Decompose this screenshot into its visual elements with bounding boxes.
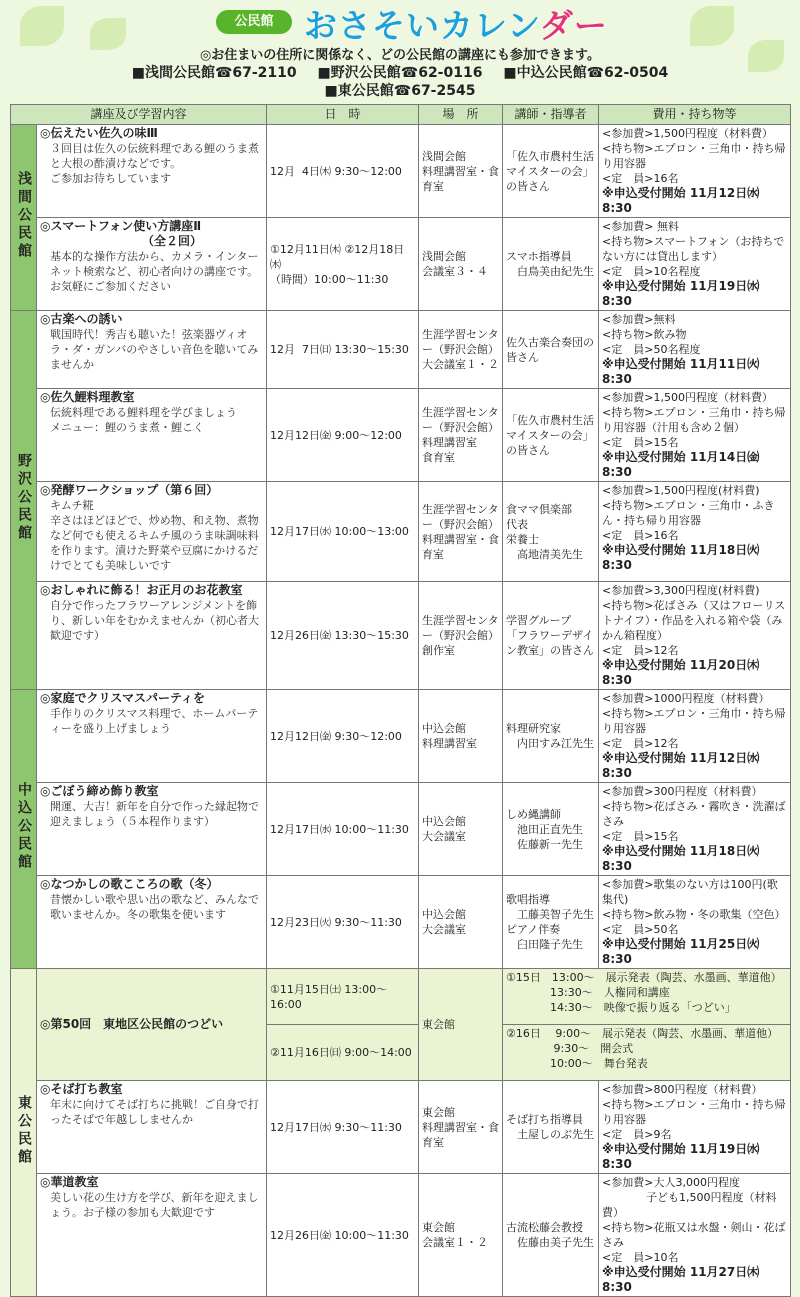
application-start: ※申込受付開始 11月12日㈬ 8:30 <box>602 751 764 780</box>
event-row <box>11 969 791 1025</box>
course-place: 中込会館 大会議室 <box>419 783 503 876</box>
phone-list-line2 <box>0 82 800 100</box>
application-start: ※申込受付開始 11月19日㈬ 8:30 <box>602 279 764 308</box>
course-instructor: 古流松藤会教授 佐藤由美子先生 <box>503 1174 599 1297</box>
table-row <box>11 218 791 311</box>
fee-line: <参加費>3,300円程度(材料費) <box>602 584 760 597</box>
course-datetime: ①12月11日㈭ ②12月18日㈭ （時間）10:00～11:30 <box>267 218 419 311</box>
course-fee-cell <box>599 1081 791 1174</box>
course-instructor: 学習グループ 「フラワーデザイン教室」の皆さん <box>503 582 599 690</box>
table-row <box>11 125 791 218</box>
hall-name: 浅間公民館 <box>16 170 32 261</box>
phone-entry: ■浅間公民館☎67-2110 <box>131 65 297 81</box>
course-datetime: 12月 4日㈭ 9:30～12:00 <box>267 125 419 218</box>
course-instructor: 料理研究家 内田すみ江先生 <box>503 690 599 783</box>
course-description: 開運、大吉！新年を自分で作った縁起物で迎えましょう（５本程作ります） <box>50 800 259 828</box>
application-start: ※申込受付開始 11月12日㈬ 8:30 <box>602 186 764 215</box>
fee-line: <定 員>9名 <box>602 1128 672 1141</box>
course-fee-cell <box>599 389 791 482</box>
course-instructor: 「佐久市農村生活マイスターの会」の皆さん <box>503 389 599 482</box>
table-row <box>11 389 791 482</box>
course-datetime: 12月23日㈫ 9:30～11:30 <box>267 876 419 969</box>
course-description: 戦国時代！秀吉も聴いた！弦楽器ヴィオラ・ダ・ガンバのやさしい音色を聴いてみませんか <box>50 328 259 371</box>
title-accent: ダー <box>539 6 608 45</box>
application-start: ※申込受付開始 11月27日㈭ 8:30 <box>602 1265 764 1294</box>
course-datetime: 12月26日㈮ 13:30～15:30 <box>267 582 419 690</box>
course-cell <box>37 1174 267 1297</box>
fee-line: <持ち物>スマートフォン（お持ちでない方には貸出します） <box>602 235 785 263</box>
course-place: 生涯学習センター（野沢会館） 大会議室１・２ <box>419 311 503 389</box>
course-cell <box>37 311 267 389</box>
title-main: おさそいカレン <box>304 6 540 45</box>
application-start: ※申込受付開始 11月11日㈫ 8:30 <box>602 357 764 386</box>
course-instructor: 食ママ倶楽部 代表 栄養士 高地清美先生 <box>503 482 599 582</box>
fee-line: <参加費>大人3,000円程度 子ども1,500円程度（材料費） <box>602 1176 777 1219</box>
fee-line: <定 員>12名 <box>602 737 679 750</box>
column-header-fee: 費用・持ち物等 <box>599 105 791 125</box>
fee-line: <定 員>15名 <box>602 436 679 449</box>
table-header-row <box>11 105 791 125</box>
table-row <box>11 876 791 969</box>
course-fee-cell <box>599 876 791 969</box>
course-place: 生涯学習センター（野沢会館） 料理講習室 食育室 <box>419 389 503 482</box>
course-fee-cell <box>599 125 791 218</box>
fee-line: <持ち物>エプロン・三角巾・持ち帰り用容器（汁用も含め２個） <box>602 406 786 434</box>
course-instructor: スマホ指導員 白鳥美由紀先生 <box>503 218 599 311</box>
course-title: ◎伝えたい佐久の味Ⅲ <box>40 126 158 140</box>
fee-line: <持ち物>エプロン・三角巾・ふきん・持ち帰り用容器 <box>602 499 775 527</box>
course-title: ◎スマートフォン使い方講座Ⅱ （全２回） <box>40 219 203 248</box>
calendar-header <box>0 0 800 100</box>
course-cell <box>37 482 267 582</box>
course-fee-cell <box>599 1174 791 1297</box>
course-cell <box>37 876 267 969</box>
course-cell <box>37 690 267 783</box>
fee-line: <定 員>16名 <box>602 172 679 185</box>
application-start: ※申込受付開始 11月18日㈫ 8:30 <box>602 543 764 572</box>
course-fee-cell <box>599 311 791 389</box>
column-header-course: 講座及び学習内容 <box>11 105 267 125</box>
event-place: 東会館 <box>419 969 503 1081</box>
fee-line: <参加費>300円程度（材料費） <box>602 785 763 798</box>
fee-line: <持ち物>エプロン・三角巾・持ち帰り用容器 <box>602 1098 786 1126</box>
course-description: 伝統料理である鯉料理を学びましょう メニュー：鯉のうま煮・鯉こく <box>50 406 237 434</box>
course-description: 手作りのクリスマス料理で、ホームパーティーを盛り上げましょう <box>50 707 259 735</box>
course-place: 東会館 会議室１・２ <box>419 1174 503 1297</box>
table-row <box>11 482 791 582</box>
fee-line: <持ち物>エプロン・三角巾・持ち帰り用容器 <box>602 142 786 170</box>
column-header-place: 場 所 <box>419 105 503 125</box>
event-schedule-1 <box>503 969 791 1025</box>
event-schedule-2 <box>503 1025 791 1081</box>
phone-entry: ■野沢公民館☎62-0116 <box>317 65 483 81</box>
course-datetime: 12月 7日㈰ 13:30～15:30 <box>267 311 419 389</box>
course-place: 浅間会館 会議室３・４ <box>419 218 503 311</box>
course-fee-cell <box>599 690 791 783</box>
fee-line: <参加費>1,500円程度(材料費) <box>602 484 760 497</box>
fee-line: <定 員>10名 <box>602 1251 679 1264</box>
fee-line: <定 員>12名 <box>602 644 679 657</box>
course-datetime: 12月17日㈬ 9:30～11:30 <box>267 1081 419 1174</box>
course-place: 東会館 料理講習室・食育室 <box>419 1081 503 1174</box>
course-description: ３回目は佐久の伝統料理である鯉のうま煮と大根の酢漬けなどです。 ご参加お待ちしています <box>50 142 259 185</box>
fee-line: <参加費>無料 <box>602 313 676 326</box>
event-date-2: ②11月16日㈰ 9:00～14:00 <box>267 1025 419 1081</box>
course-fee-cell <box>599 218 791 311</box>
hall-name-cell <box>11 969 37 1297</box>
phone-entry: ■中込公民館☎62-0504 <box>503 65 669 81</box>
fee-line: <参加費>800円程度（材料費） <box>602 1083 763 1096</box>
course-place: 浅間会館 料理講習室・食育室 <box>419 125 503 218</box>
phone-entry: ■東公民館☎67-2545 <box>324 83 476 99</box>
fee-line: <参加費>1000円程度（材料費） <box>602 692 770 705</box>
fee-line: <定 員>10名程度 <box>602 265 701 278</box>
fee-line: <参加費>1,500円程度（材料費） <box>602 127 773 140</box>
fee-line: <定 員>50名程度 <box>602 343 701 356</box>
hall-name: 中込公民館 <box>16 782 32 872</box>
course-datetime: 12月17日㈬ 10:00～13:00 <box>267 482 419 582</box>
column-header-datetime: 日 時 <box>267 105 419 125</box>
fee-line: <持ち物>花ばさみ・霧吹き・洗濯ばさみ <box>602 800 786 828</box>
fee-line: <参加費> 無料 <box>602 220 679 233</box>
notice-text: ◎お住まいの住所に関係なく、どの公民館の講座にも参加できます。 <box>199 48 601 63</box>
page-title <box>304 0 608 47</box>
course-cell <box>37 125 267 218</box>
course-datetime: 12月26日㈮ 10:00～11:30 <box>267 1174 419 1297</box>
course-place: 生涯学習センター（野沢会館） 料理講習室・食育室 <box>419 482 503 582</box>
table-row <box>11 1174 791 1297</box>
application-start: ※申込受付開始 11月14日㈮ 8:30 <box>602 450 764 479</box>
fee-line: <持ち物>花瓶又は水盤・剣山・花ばさみ <box>602 1221 786 1249</box>
hall-name: 東公民館 <box>16 1094 32 1167</box>
event-date-1: ①11月15日㈯ 13:00～16:00 <box>267 969 419 1025</box>
course-description: 基本的な操作方法から、カメラ・インターネット検索など、初心者向けの講座です。 お気軽にご参加ください <box>50 250 259 293</box>
course-description: 年末に向けてそば打ちに挑戦！ご自身で打ったそばで年越ししませんか <box>50 1098 259 1126</box>
course-cell <box>37 783 267 876</box>
hall-name-cell <box>11 125 37 311</box>
course-place: 中込会館 料理講習室 <box>419 690 503 783</box>
fee-line: <参加費>歌集のない方は100円(歌集代) <box>602 878 778 906</box>
hall-name: 野沢公民館 <box>16 453 32 543</box>
event-title-cell <box>37 969 267 1081</box>
course-title: ◎なつかしの歌こころの歌（冬） <box>40 877 219 891</box>
course-fee-cell <box>599 783 791 876</box>
hall-name-cell <box>11 690 37 969</box>
column-header-instructor: 講師・指導者 <box>503 105 599 125</box>
course-title: ◎家庭でクリスマスパーティを <box>40 691 206 705</box>
course-instructor: しめ縄講師 池田正直先生 佐藤新一先生 <box>503 783 599 876</box>
fee-line: <参加費>1,500円程度（材料費） <box>602 391 773 404</box>
course-instructor: 「佐久市農村生活マイスターの会」の皆さん <box>503 125 599 218</box>
course-datetime: 12月12日㈮ 9:30～12:00 <box>267 690 419 783</box>
event-schedule-text: ②16日 9:00～ 展示発表（陶芸、水墨画、華道他） 9:30～ 開会式 10:00～ 舞台発表 <box>506 1027 779 1070</box>
table-row <box>11 1081 791 1174</box>
course-instructor: そば打ち指導員 土屋しのぶ先生 <box>503 1081 599 1174</box>
hall-name-cell <box>11 311 37 690</box>
course-description: 自分で作ったフラワーアレンジメントを飾り、新しい年をむかえませんか（初心者大歓迎です） <box>50 599 259 642</box>
course-place: 中込会館 大会議室 <box>419 876 503 969</box>
course-instructor: 歌唱指導 工藤美智子先生 ピアノ伴奏 臼田隆子先生 <box>503 876 599 969</box>
application-start: ※申込受付開始 11月18日㈫ 8:30 <box>602 844 764 873</box>
course-calendar-table <box>10 104 791 1297</box>
course-title: ◎おしゃれに飾る！お正月のお花教室 <box>40 583 243 597</box>
course-instructor: 佐久古楽合奏団の皆さん <box>503 311 599 389</box>
application-start: ※申込受付開始 11月19日㈬ 8:30 <box>602 1142 764 1171</box>
application-start: ※申込受付開始 11月25日㈫ 8:30 <box>602 937 764 966</box>
fee-line: <持ち物>エプロン・三角巾・持ち帰り用容器 <box>602 707 786 735</box>
course-fee-cell <box>599 482 791 582</box>
course-title: ◎そば打ち教室 <box>40 1082 123 1096</box>
fee-line: <定 員>15名 <box>602 830 679 843</box>
event-title: ◎第50回 東地区公民館のつどい <box>40 1017 224 1031</box>
course-cell <box>37 389 267 482</box>
course-description: 昔懐かしい歌や思い出の歌など、みんなで歌いませんか。冬の歌集を使います <box>50 893 259 921</box>
fee-line: <持ち物>花ばさみ（又はフローリストナイフ）・作品を入れる箱や袋（みかん箱程度） <box>602 599 786 642</box>
fee-line: <持ち物>飲み物・冬の歌集（空色） <box>602 908 786 921</box>
table-row <box>11 582 791 690</box>
event-schedule-text: ①15日 13:00～ 展示発表（陶芸、水墨画、華道他） 13:30～ 人権同和講座 14:30～ 映像で振り返る「つどい」 <box>506 971 782 1014</box>
course-cell <box>37 218 267 311</box>
table-row <box>11 690 791 783</box>
course-title: ◎古楽への誘い <box>40 312 123 326</box>
kominkan-badge: 公民館 <box>216 10 292 34</box>
course-description: キムチ糀 辛さはほどほどで、炒め物、和え物、煮物など何でも使えるキムチ風のうま味調味料を作ります。漬けた野菜や豆腐にかけるだけでとても美味しいです <box>50 499 259 572</box>
table-row <box>11 783 791 876</box>
fee-line: <定 員>16名 <box>602 529 679 542</box>
course-description: 美しい花の生け方を学び、新年を迎えましょう。お子様の参加も大歓迎です <box>50 1191 259 1219</box>
course-cell <box>37 1081 267 1174</box>
course-title: ◎発酵ワークショップ（第６回） <box>40 483 219 497</box>
course-datetime: 12月17日㈬ 10:00～11:30 <box>267 783 419 876</box>
course-place: 生涯学習センター（野沢会館） 創作室 <box>419 582 503 690</box>
course-title: ◎華道教室 <box>40 1175 99 1189</box>
fee-line: <定 員>50名 <box>602 923 679 936</box>
phone-list-line1 <box>0 64 800 82</box>
course-cell <box>37 582 267 690</box>
course-datetime: 12月12日㈮ 9:00～12:00 <box>267 389 419 482</box>
fee-line: <持ち物>飲み物 <box>602 328 687 341</box>
course-title: ◎ごぼう締め飾り教室 <box>40 784 159 798</box>
course-fee-cell <box>599 582 791 690</box>
course-title: ◎佐久鯉料理教室 <box>40 390 135 404</box>
application-start: ※申込受付開始 11月20日㈭ 8:30 <box>602 658 764 687</box>
table-row <box>11 311 791 389</box>
